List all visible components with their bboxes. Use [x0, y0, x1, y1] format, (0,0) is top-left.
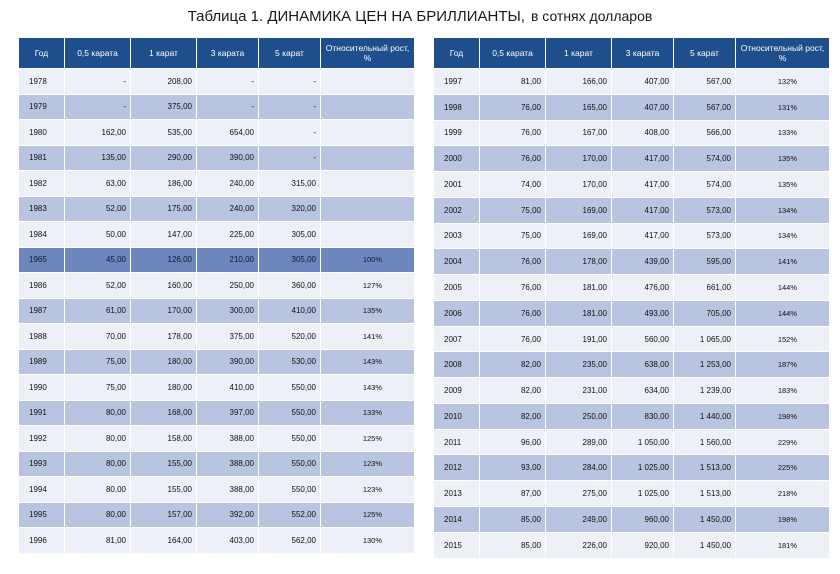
cell-year: 1987: [19, 298, 65, 324]
cell-year: 2004: [434, 249, 480, 275]
cell-five-carat: 550,00: [259, 477, 321, 503]
cell-year: 1978: [19, 69, 65, 95]
title-unit: в сотнях долларов: [530, 8, 653, 24]
cell-five-carat: 1 450,00: [674, 532, 736, 558]
table-row: [434, 146, 830, 172]
cell-relative-growth: 144%: [736, 300, 830, 326]
cell-three-carat: 240,00: [197, 171, 259, 197]
cell-five-carat: 574,00: [674, 146, 736, 172]
cell-one-carat: 170,00: [546, 172, 612, 198]
cell-relative-growth: 225%: [736, 455, 830, 481]
cell-relative-growth: 181%: [736, 532, 830, 558]
cell-relative-growth: [321, 145, 415, 171]
cell-half-carat: -: [65, 69, 131, 95]
cell-three-carat: -: [197, 69, 259, 95]
cell-one-carat: 289,00: [546, 429, 612, 455]
cell-half-carat: 76,00: [480, 120, 546, 146]
cell-relative-growth: 125%: [321, 502, 415, 528]
table-row: [434, 352, 830, 378]
cell-one-carat: 180,00: [131, 349, 197, 375]
cell-relative-growth: 135%: [736, 172, 830, 198]
cell-year: 2013: [434, 481, 480, 507]
cell-half-carat: 82,00: [480, 403, 546, 429]
cell-half-carat: 80,00: [65, 477, 131, 503]
table-row: [434, 403, 830, 429]
cell-year: 1994: [19, 477, 65, 503]
table-row: [19, 171, 415, 197]
cell-year: 2015: [434, 532, 480, 558]
cell-three-carat: 388,00: [197, 426, 259, 452]
cell-five-carat: 574,00: [674, 172, 736, 198]
cell-three-carat: 408,00: [612, 120, 674, 146]
cell-three-carat: 390,00: [197, 349, 259, 375]
col-header-three-carat: 3 карата: [197, 38, 259, 69]
cell-five-carat: 550,00: [259, 375, 321, 401]
cell-half-carat: 52,00: [65, 273, 131, 299]
cell-half-carat: 81,00: [65, 528, 131, 554]
cell-half-carat: 85,00: [480, 507, 546, 533]
cell-relative-growth: 133%: [736, 120, 830, 146]
price-table-left: [18, 37, 415, 554]
table-row: [19, 324, 415, 350]
cell-five-carat: 520,00: [259, 324, 321, 350]
cell-one-carat: 208,00: [131, 69, 197, 95]
cell-five-carat: -: [259, 69, 321, 95]
cell-year: 2011: [434, 429, 480, 455]
cell-three-carat: 225,00: [197, 222, 259, 248]
cell-five-carat: 1 065,00: [674, 326, 736, 352]
cell-five-carat: 320,00: [259, 196, 321, 222]
cell-relative-growth: 123%: [321, 477, 415, 503]
cell-half-carat: 80,00: [65, 502, 131, 528]
cell-three-carat: 390,00: [197, 145, 259, 171]
cell-three-carat: 407,00: [612, 94, 674, 120]
cell-year: 1982: [19, 171, 65, 197]
cell-year: 2012: [434, 455, 480, 481]
cell-five-carat: 661,00: [674, 275, 736, 301]
cell-one-carat: 181,00: [546, 275, 612, 301]
cell-half-carat: 81,00: [480, 69, 546, 95]
cell-one-carat: 170,00: [131, 298, 197, 324]
cell-three-carat: 250,00: [197, 273, 259, 299]
cell-half-carat: 52,00: [65, 196, 131, 222]
cell-one-carat: 175,00: [131, 196, 197, 222]
table-row: [19, 69, 415, 95]
table-row: [434, 481, 830, 507]
cell-relative-growth: [321, 171, 415, 197]
cell-three-carat: 439,00: [612, 249, 674, 275]
table-row: [19, 145, 415, 171]
cell-three-carat: 403,00: [197, 528, 259, 554]
cell-half-carat: 76,00: [480, 275, 546, 301]
cell-one-carat: 169,00: [546, 223, 612, 249]
cell-one-carat: 535,00: [131, 120, 197, 146]
cell-five-carat: 1 513,00: [674, 455, 736, 481]
cell-year: 2005: [434, 275, 480, 301]
cell-one-carat: 160,00: [131, 273, 197, 299]
cell-five-carat: -: [259, 94, 321, 120]
cell-year: 2003: [434, 223, 480, 249]
cell-five-carat: 530,00: [259, 349, 321, 375]
cell-relative-growth: 100%: [321, 247, 415, 273]
cell-year: 1999: [434, 120, 480, 146]
cell-half-carat: 80,00: [65, 451, 131, 477]
cell-one-carat: 181,00: [546, 300, 612, 326]
cell-five-carat: 1 450,00: [674, 507, 736, 533]
cell-one-carat: 249,00: [546, 507, 612, 533]
cell-relative-growth: 123%: [321, 451, 415, 477]
cell-year: 2007: [434, 326, 480, 352]
table-row: [19, 375, 415, 401]
cell-relative-growth: 143%: [321, 375, 415, 401]
table-row: [19, 502, 415, 528]
cell-year: 2001: [434, 172, 480, 198]
cell-three-carat: 476,00: [612, 275, 674, 301]
cell-three-carat: 654,00: [197, 120, 259, 146]
cell-half-carat: 75,00: [65, 349, 131, 375]
cell-five-carat: 573,00: [674, 197, 736, 223]
cell-one-carat: 231,00: [546, 378, 612, 404]
cell-year: 2006: [434, 300, 480, 326]
cell-relative-growth: 130%: [321, 528, 415, 554]
cell-year: 2000: [434, 146, 480, 172]
cell-half-carat: 82,00: [480, 352, 546, 378]
cell-three-carat: 417,00: [612, 223, 674, 249]
cell-relative-growth: 134%: [736, 197, 830, 223]
cell-relative-growth: [321, 94, 415, 120]
cell-half-carat: 70,00: [65, 324, 131, 350]
cell-three-carat: 920,00: [612, 532, 674, 558]
cell-year: 2002: [434, 197, 480, 223]
cell-one-carat: 164,00: [131, 528, 197, 554]
cell-three-carat: 634,00: [612, 378, 674, 404]
table-row: [434, 275, 830, 301]
cell-three-carat: 830,00: [612, 403, 674, 429]
table-row: [19, 349, 415, 375]
cell-one-carat: 169,00: [546, 197, 612, 223]
table-row: [434, 507, 830, 533]
cell-one-carat: 126,00: [131, 247, 197, 273]
cell-five-carat: 595,00: [674, 249, 736, 275]
cell-three-carat: 1 050,00: [612, 429, 674, 455]
cell-year: 1996: [19, 528, 65, 554]
cell-three-carat: 638,00: [612, 352, 674, 378]
cell-three-carat: 417,00: [612, 146, 674, 172]
cell-relative-growth: 143%: [321, 349, 415, 375]
table-header-row: [434, 38, 830, 69]
cell-half-carat: 75,00: [480, 223, 546, 249]
cell-one-carat: 147,00: [131, 222, 197, 248]
cell-year: 1980: [19, 120, 65, 146]
cell-three-carat: 388,00: [197, 477, 259, 503]
cell-relative-growth: 135%: [321, 298, 415, 324]
table-row: [434, 378, 830, 404]
cell-five-carat: 410,00: [259, 298, 321, 324]
cell-half-carat: 76,00: [480, 326, 546, 352]
cell-half-carat: -: [65, 94, 131, 120]
cell-one-carat: 166,00: [546, 69, 612, 95]
title-text: Таблица 1. ДИНАМИКА ЦЕН НА БРИЛЛИАНТЫ,: [187, 8, 525, 25]
cell-one-carat: 167,00: [546, 120, 612, 146]
cell-relative-growth: 198%: [736, 507, 830, 533]
table-row: [434, 197, 830, 223]
cell-year: 1979: [19, 94, 65, 120]
cell-one-carat: 165,00: [546, 94, 612, 120]
table-row: [434, 455, 830, 481]
cell-one-carat: 250,00: [546, 403, 612, 429]
cell-relative-growth: 133%: [321, 400, 415, 426]
cell-three-carat: 410,00: [197, 375, 259, 401]
col-header-one-carat: 1 карат: [546, 38, 612, 69]
cell-one-carat: 186,00: [131, 171, 197, 197]
cell-five-carat: 1 239,00: [674, 378, 736, 404]
table-header-row: [19, 38, 415, 69]
cell-three-carat: -: [197, 94, 259, 120]
cell-five-carat: 705,00: [674, 300, 736, 326]
cell-one-carat: 180,00: [131, 375, 197, 401]
cell-year: 2009: [434, 378, 480, 404]
cell-relative-growth: 144%: [736, 275, 830, 301]
cell-year: 1991: [19, 400, 65, 426]
cell-five-carat: 360,00: [259, 273, 321, 299]
table-row: [434, 223, 830, 249]
cell-relative-growth: 229%: [736, 429, 830, 455]
cell-three-carat: 560,00: [612, 326, 674, 352]
cell-year: 2010: [434, 403, 480, 429]
cell-half-carat: 75,00: [480, 197, 546, 223]
table-row: [19, 477, 415, 503]
cell-five-carat: 562,00: [259, 528, 321, 554]
cell-half-carat: 76,00: [480, 94, 546, 120]
table-row: [19, 120, 415, 146]
cell-year: 1984: [19, 222, 65, 248]
price-table-right: [433, 37, 830, 559]
cell-year: 1990: [19, 375, 65, 401]
cell-relative-growth: [321, 120, 415, 146]
cell-year: 2014: [434, 507, 480, 533]
cell-half-carat: 87,00: [480, 481, 546, 507]
cell-three-carat: 493,00: [612, 300, 674, 326]
cell-relative-growth: [321, 69, 415, 95]
table-row: [434, 172, 830, 198]
cell-five-carat: 552,00: [259, 502, 321, 528]
table-row: [19, 94, 415, 120]
cell-half-carat: 93,00: [480, 455, 546, 481]
cell-five-carat: 550,00: [259, 400, 321, 426]
cell-three-carat: 300,00: [197, 298, 259, 324]
cell-one-carat: 155,00: [131, 477, 197, 503]
cell-year: 1997: [434, 69, 480, 95]
table-row: [19, 400, 415, 426]
cell-relative-growth: [321, 196, 415, 222]
col-header-five-carat: 5 карат: [674, 38, 736, 69]
cell-relative-growth: 141%: [321, 324, 415, 350]
cell-one-carat: 226,00: [546, 532, 612, 558]
cell-half-carat: 85,00: [480, 532, 546, 558]
cell-half-carat: 135,00: [65, 145, 131, 171]
cell-five-carat: 1 560,00: [674, 429, 736, 455]
cell-three-carat: 388,00: [197, 451, 259, 477]
cell-five-carat: 305,00: [259, 222, 321, 248]
table-row: [19, 273, 415, 299]
cell-five-carat: 1 513,00: [674, 481, 736, 507]
table-row: [19, 222, 415, 248]
cell-three-carat: 210,00: [197, 247, 259, 273]
table-row: [434, 249, 830, 275]
cell-relative-growth: 131%: [736, 94, 830, 120]
cell-five-carat: 1 440,00: [674, 403, 736, 429]
cell-three-carat: 1 025,00: [612, 455, 674, 481]
cell-three-carat: 240,00: [197, 196, 259, 222]
cell-three-carat: 417,00: [612, 197, 674, 223]
table-row: [434, 532, 830, 558]
cell-year: 1981: [19, 145, 65, 171]
table-row: [19, 451, 415, 477]
cell-half-carat: 61,00: [65, 298, 131, 324]
cell-relative-growth: 134%: [736, 223, 830, 249]
cell-one-carat: 168,00: [131, 400, 197, 426]
table-row: [19, 426, 415, 452]
cell-half-carat: 82,00: [480, 378, 546, 404]
cell-half-carat: 76,00: [480, 249, 546, 275]
table-row: [19, 247, 415, 273]
cell-one-carat: 275,00: [546, 481, 612, 507]
cell-year: 1995: [19, 502, 65, 528]
cell-relative-growth: 187%: [736, 352, 830, 378]
cell-one-carat: 158,00: [131, 426, 197, 452]
cell-half-carat: 75,00: [65, 375, 131, 401]
cell-year: 2008: [434, 352, 480, 378]
table-row: [434, 326, 830, 352]
table-body-left: [19, 69, 415, 554]
cell-relative-growth: 132%: [736, 69, 830, 95]
cell-five-carat: 573,00: [674, 223, 736, 249]
col-header-three-carat: 3 карата: [612, 38, 674, 69]
cell-year: 1965: [19, 247, 65, 273]
cell-five-carat: 567,00: [674, 69, 736, 95]
cell-one-carat: 170,00: [546, 146, 612, 172]
table-row: [19, 196, 415, 222]
cell-five-carat: -: [259, 145, 321, 171]
cell-five-carat: -: [259, 120, 321, 146]
cell-relative-growth: 152%: [736, 326, 830, 352]
table-row: [19, 528, 415, 554]
cell-five-carat: 305,00: [259, 247, 321, 273]
cell-half-carat: 96,00: [480, 429, 546, 455]
cell-one-carat: 284,00: [546, 455, 612, 481]
cell-three-carat: 375,00: [197, 324, 259, 350]
cell-half-carat: 74,00: [480, 172, 546, 198]
col-header-half-carat: 0,5 карата: [65, 38, 131, 69]
cell-three-carat: 407,00: [612, 69, 674, 95]
cell-one-carat: 157,00: [131, 502, 197, 528]
cell-five-carat: 550,00: [259, 451, 321, 477]
table-row: [434, 69, 830, 95]
col-header-relative-growth: Относительный рост, %: [736, 38, 830, 69]
cell-five-carat: 315,00: [259, 171, 321, 197]
cell-one-carat: 235,00: [546, 352, 612, 378]
cell-one-carat: 191,00: [546, 326, 612, 352]
col-header-relative-growth: Относительный рост, %: [321, 38, 415, 69]
cell-half-carat: 76,00: [480, 146, 546, 172]
cell-year: 1983: [19, 196, 65, 222]
cell-half-carat: 45,00: [65, 247, 131, 273]
cell-half-carat: 63,00: [65, 171, 131, 197]
cell-year: 1993: [19, 451, 65, 477]
table-row: [19, 298, 415, 324]
cell-three-carat: 960,00: [612, 507, 674, 533]
cell-year: 1992: [19, 426, 65, 452]
cell-relative-growth: 135%: [736, 146, 830, 172]
cell-half-carat: 76,00: [480, 300, 546, 326]
cell-half-carat: 50,00: [65, 222, 131, 248]
table-body-right: [434, 69, 830, 559]
cell-relative-growth: 183%: [736, 378, 830, 404]
cell-year: 1986: [19, 273, 65, 299]
cell-one-carat: 178,00: [131, 324, 197, 350]
cell-half-carat: 80,00: [65, 426, 131, 452]
cell-half-carat: 80,00: [65, 400, 131, 426]
col-header-half-carat: 0,5 карата: [480, 38, 546, 69]
cell-five-carat: 550,00: [259, 426, 321, 452]
page-title: [0, 8, 840, 25]
col-header-year: Год: [434, 38, 480, 69]
col-header-year: Год: [19, 38, 65, 69]
cell-five-carat: 566,00: [674, 120, 736, 146]
cell-three-carat: 417,00: [612, 172, 674, 198]
col-header-one-carat: 1 карат: [131, 38, 197, 69]
cell-three-carat: 392,00: [197, 502, 259, 528]
cell-year: 1988: [19, 324, 65, 350]
cell-one-carat: 290,00: [131, 145, 197, 171]
cell-relative-growth: 218%: [736, 481, 830, 507]
cell-one-carat: 155,00: [131, 451, 197, 477]
cell-half-carat: 162,00: [65, 120, 131, 146]
cell-five-carat: 1 253,00: [674, 352, 736, 378]
cell-relative-growth: 127%: [321, 273, 415, 299]
cell-one-carat: 178,00: [546, 249, 612, 275]
cell-relative-growth: 125%: [321, 426, 415, 452]
cell-relative-growth: 141%: [736, 249, 830, 275]
cell-year: 1989: [19, 349, 65, 375]
cell-relative-growth: 198%: [736, 403, 830, 429]
cell-three-carat: 1 025,00: [612, 481, 674, 507]
cell-five-carat: 567,00: [674, 94, 736, 120]
table-row: [434, 94, 830, 120]
table-row: [434, 429, 830, 455]
cell-one-carat: 375,00: [131, 94, 197, 120]
cell-year: 1998: [434, 94, 480, 120]
table-row: [434, 300, 830, 326]
cell-three-carat: 397,00: [197, 400, 259, 426]
cell-relative-growth: [321, 222, 415, 248]
table-row: [434, 120, 830, 146]
col-header-five-carat: 5 карат: [259, 38, 321, 69]
